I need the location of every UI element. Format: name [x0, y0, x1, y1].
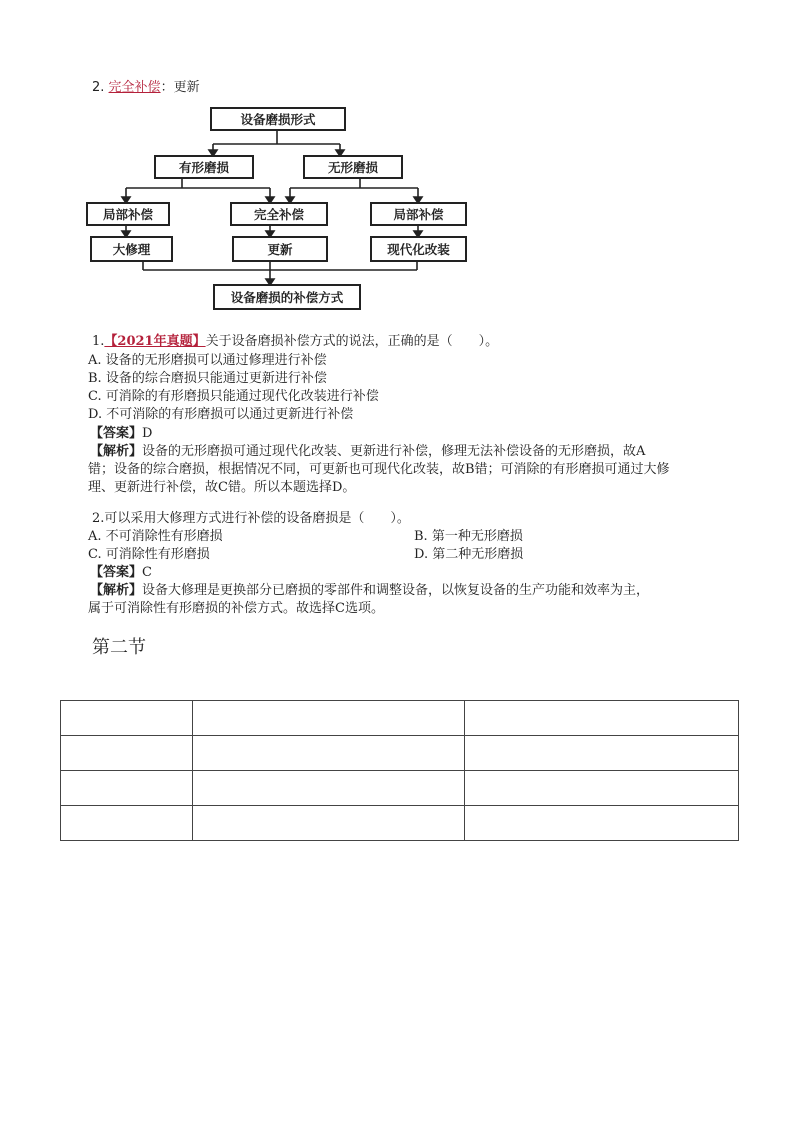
q1-option-d: D. 不可消除的有形磨损可以通过更新进行补偿 [88, 407, 354, 422]
q1-number: 1. [92, 334, 105, 349]
q2-analysis-label: 【解析】 [90, 583, 143, 598]
q1-answer-value: D [142, 426, 153, 441]
table-row [61, 806, 739, 841]
q2-answer-value: C [142, 565, 152, 580]
q2-analysis-line-1 [90, 582, 649, 599]
q2-option-c: C. 可消除性有形磨损 [88, 547, 210, 562]
diagram-partial-left: 局部补偿 [86, 202, 170, 226]
chapter-heading: 第二节 [92, 637, 146, 658]
table-cell [192, 771, 465, 806]
diagram-intangible-wear: 无形磨损 [303, 155, 403, 179]
table-cell [61, 736, 193, 771]
q1-tag: 【2021年真题】 [104, 334, 206, 349]
q2-analysis-text-1: 设备大修理是更换部分已磨损的零部件和调整设备，以恢复设备的生产功能和效率为主， [142, 583, 650, 598]
table-cell [465, 806, 739, 841]
table-cell [465, 736, 739, 771]
q1-option-c: C. 可消除的有形磨损只能通过现代化改装进行补偿 [88, 389, 379, 404]
q1-analysis-line-1 [90, 443, 645, 460]
q1-analysis-line-2: 错；设备的综合磨损，根据情况不同，可更新也可现代化改装，故B错；可消除的有形磨损可通过大修 [88, 462, 670, 477]
section-rest: 更新 [173, 80, 200, 95]
table-cell [61, 771, 193, 806]
q1-option-a: A. 设备的无形磨损可以通过修理进行补偿 [88, 353, 327, 368]
diagram-overhaul: 大修理 [90, 236, 173, 262]
q2-stem: 可以采用大修理方式进行补偿的设备磨损是（ ）。 [104, 511, 410, 526]
diagram-bottom: 设备磨损的补偿方式 [213, 284, 361, 310]
q1-stem-line [92, 333, 498, 350]
table-cell [192, 806, 465, 841]
q1-stem: 关于设备磨损补偿方式的说法，正确的是（ ）。 [205, 334, 499, 349]
table-row [61, 771, 739, 806]
section-number: 2. [92, 80, 105, 95]
q2-answer [90, 564, 152, 581]
table-row [61, 736, 739, 771]
table-cell [465, 701, 739, 736]
q1-option-b: B. 设备的综合磨损只能通过更新进行补偿 [88, 371, 327, 386]
diagram-tangible-wear: 有形磨损 [154, 155, 254, 179]
q1-answer [90, 425, 152, 442]
q2-stem-line [92, 510, 410, 527]
section-colon: ： [160, 80, 174, 95]
diagram-renew: 更新 [232, 236, 328, 262]
table-cell [61, 806, 193, 841]
section-term: 完全补偿 [108, 80, 161, 95]
q1-analysis-text-1: 设备的无形磨损可通过现代化改装、更新进行补偿，修理无法补偿设备的无形磨损，故A [142, 444, 646, 459]
table-cell [61, 701, 193, 736]
q2-number: 2. [92, 511, 105, 526]
diagram-modernize: 现代化改装 [370, 236, 467, 262]
diagram-complete: 完全补偿 [230, 202, 328, 226]
q2-option-a: A. 不可消除性有形磨损 [88, 529, 223, 544]
diagram-partial-right: 局部补偿 [370, 202, 467, 226]
q1-analysis-label: 【解析】 [90, 444, 143, 459]
table-cell [465, 771, 739, 806]
q2-answer-label: 【答案】 [90, 565, 143, 580]
table-cell [192, 701, 465, 736]
diagram-root: 设备磨损形式 [210, 107, 346, 131]
table-row [61, 701, 739, 736]
q1-answer-label: 【答案】 [90, 426, 143, 441]
q1-analysis-line-3: 理、更新进行补偿，故C错。所以本题选择D。 [88, 480, 356, 495]
q2-analysis-line-2: 属于可消除性有形磨损的补偿方式。故选择C选项。 [88, 601, 384, 616]
wear-compensation-diagram [0, 0, 800, 320]
q2-option-d: D. 第二种无形磨损 [414, 547, 524, 562]
table-cell [192, 736, 465, 771]
empty-table [60, 700, 739, 841]
q2-option-b: B. 第一种无形磨损 [414, 529, 523, 544]
